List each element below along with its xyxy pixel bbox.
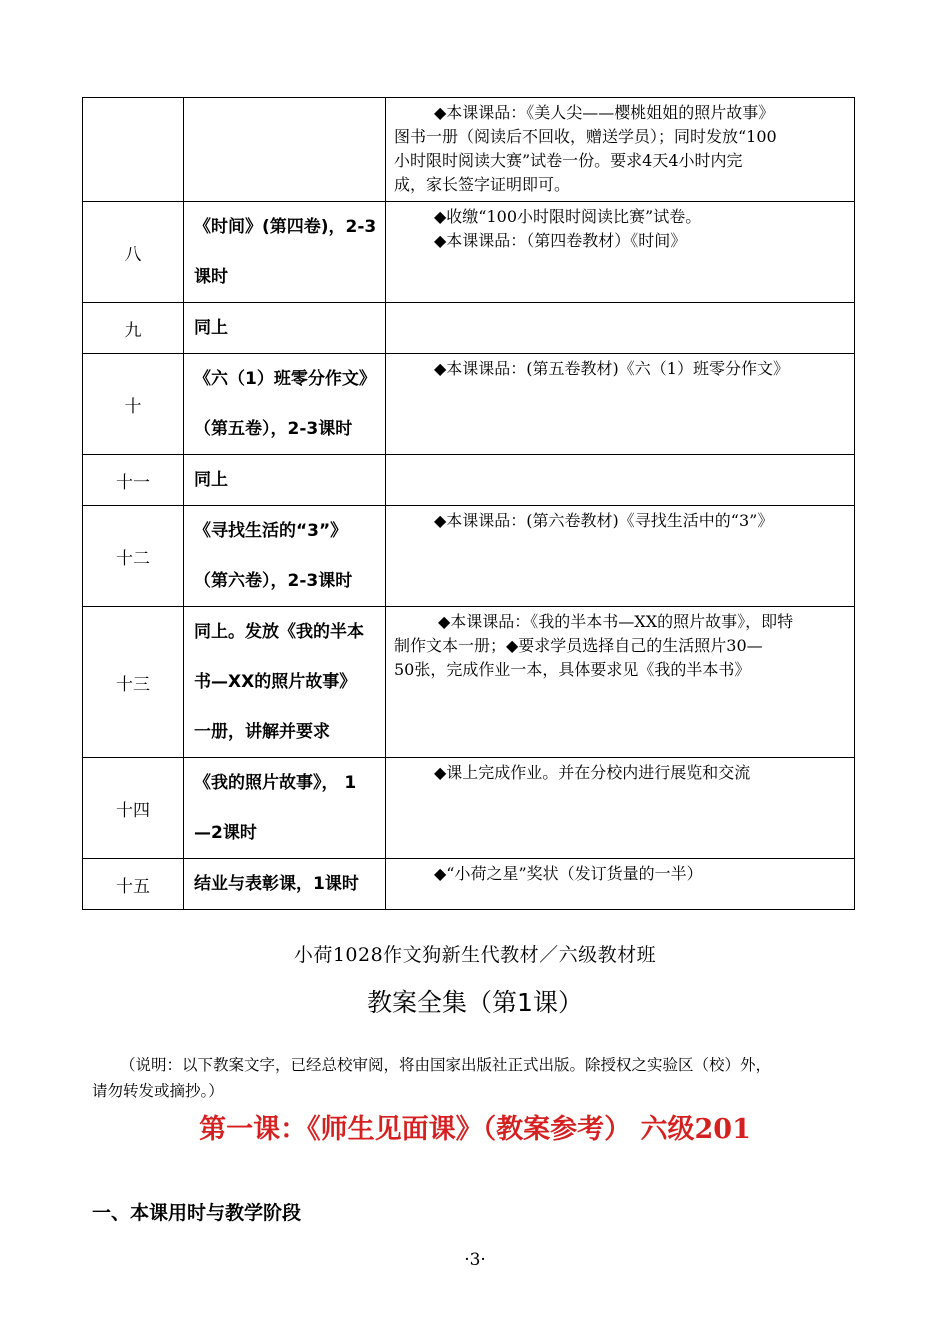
lesson-number: 十三 xyxy=(83,607,184,758)
page-number: ·3· xyxy=(464,1250,486,1270)
table-row xyxy=(83,758,855,859)
topic-line: 一册，讲解并要求 xyxy=(194,722,330,742)
topic-line: 同上 xyxy=(194,318,228,338)
lesson-topic xyxy=(184,506,386,607)
table-row xyxy=(83,607,855,758)
lesson-topic xyxy=(184,455,386,506)
textbook-subtitle: 小荷1028作文狗新生代教材／六级教材班 xyxy=(293,944,657,966)
lesson-number: 十一 xyxy=(83,455,184,506)
lesson-title: 第一课：《师生见面课》（教案参考） 六级201 xyxy=(199,1114,751,1145)
table-row xyxy=(83,455,855,506)
lesson-items xyxy=(386,455,855,506)
topic-line: 课时 xyxy=(194,267,228,287)
table-row xyxy=(83,506,855,607)
topic-line: 《寻找生活的“3”》 xyxy=(194,521,348,541)
page-title: 教案全集（第1课） xyxy=(367,988,583,1017)
lesson-items xyxy=(386,506,855,607)
item-line: ◆本课课品：《美人尖——樱桃姐姐的照片故事》 xyxy=(434,103,775,122)
item-line: 成，家长签字证明即可。 xyxy=(394,175,571,194)
lesson-items xyxy=(386,758,855,859)
table-row xyxy=(83,202,855,303)
lesson-items xyxy=(386,607,855,758)
lesson-topic xyxy=(184,859,386,910)
topic-line: （第六卷），2-3课时 xyxy=(194,571,353,591)
topic-line: 结业与表彰课，1课时 xyxy=(194,874,359,894)
lesson-items xyxy=(386,354,855,455)
copyright-note xyxy=(92,1052,862,1104)
item-line: ◆本课课品：(第六卷教材)《寻找生活中的“3”》 xyxy=(434,511,774,530)
lesson-topic xyxy=(184,354,386,455)
course-plan-table xyxy=(82,97,855,910)
topic-line: 同上。发放《我的半本 xyxy=(194,622,364,642)
note-line: 请勿转发或摘抄。） xyxy=(92,1082,224,1100)
lesson-items xyxy=(386,303,855,354)
lesson-number: 十 xyxy=(83,354,184,455)
lesson-topic xyxy=(184,607,386,758)
lesson-number: 十四 xyxy=(83,758,184,859)
lesson-topic xyxy=(184,758,386,859)
lesson-number: 九 xyxy=(83,303,184,354)
lesson-number: 八 xyxy=(83,202,184,303)
lesson-topic xyxy=(184,202,386,303)
item-line: ◆“小荷之星”奖状（发订货量的一半） xyxy=(434,864,703,883)
topic-line: 《我的照片故事》， 1 xyxy=(194,773,357,793)
topic-line: —2课时 xyxy=(194,823,257,843)
item-line: ◆课上完成作业。并在分校内进行展览和交流 xyxy=(434,763,751,782)
table-row xyxy=(83,859,855,910)
item-line: 小时限时阅读大赛”试卷一份。要求4天4小时内完 xyxy=(394,151,743,170)
item-line: 图书一册（阅读后不回收，赠送学员）；同时发放“100 xyxy=(394,127,777,146)
topic-line: 《时间》(第四卷)，2-3 xyxy=(194,217,377,237)
lesson-number: 十二 xyxy=(83,506,184,607)
lesson-items xyxy=(386,202,855,303)
lesson-items xyxy=(386,859,855,910)
item-line: ◆本课课品：《我的半本书—XX的照片故事》，即特 xyxy=(438,612,794,631)
topic-line: 书—XX的照片故事》 xyxy=(194,672,357,692)
lesson-number: 十五 xyxy=(83,859,184,910)
table-row xyxy=(83,354,855,455)
item-line: ◆本课课品：(第五卷教材)《六（1）班零分作文》 xyxy=(434,359,789,378)
table-row xyxy=(83,98,855,202)
lesson-topic xyxy=(184,98,386,202)
section-heading: 一、本课用时与教学阶段 xyxy=(92,1202,302,1224)
note-line: （说明：以下教案文字，已经总校审阅，将由国家出版社正式出版。除授权之实验区（校）外， xyxy=(120,1056,772,1074)
item-line: 制作文本一册；◆要求学员选择自己的生活照片30— xyxy=(394,636,763,655)
item-line: ◆收缴“100小时限时阅读比赛”试卷。 xyxy=(434,207,702,226)
item-line: ◆本课课品：（第四卷教材）《时间》 xyxy=(434,231,687,250)
lesson-number xyxy=(83,98,184,202)
topic-line: 《六（1）班零分作文》 xyxy=(194,369,376,389)
lesson-items xyxy=(386,98,855,202)
item-line: 50张，完成作业一本，具体要求见《我的半本书》 xyxy=(394,660,751,679)
table-row xyxy=(83,303,855,354)
lesson-topic xyxy=(184,303,386,354)
topic-line: 同上 xyxy=(194,470,228,490)
topic-line: （第五卷），2-3课时 xyxy=(194,419,353,439)
